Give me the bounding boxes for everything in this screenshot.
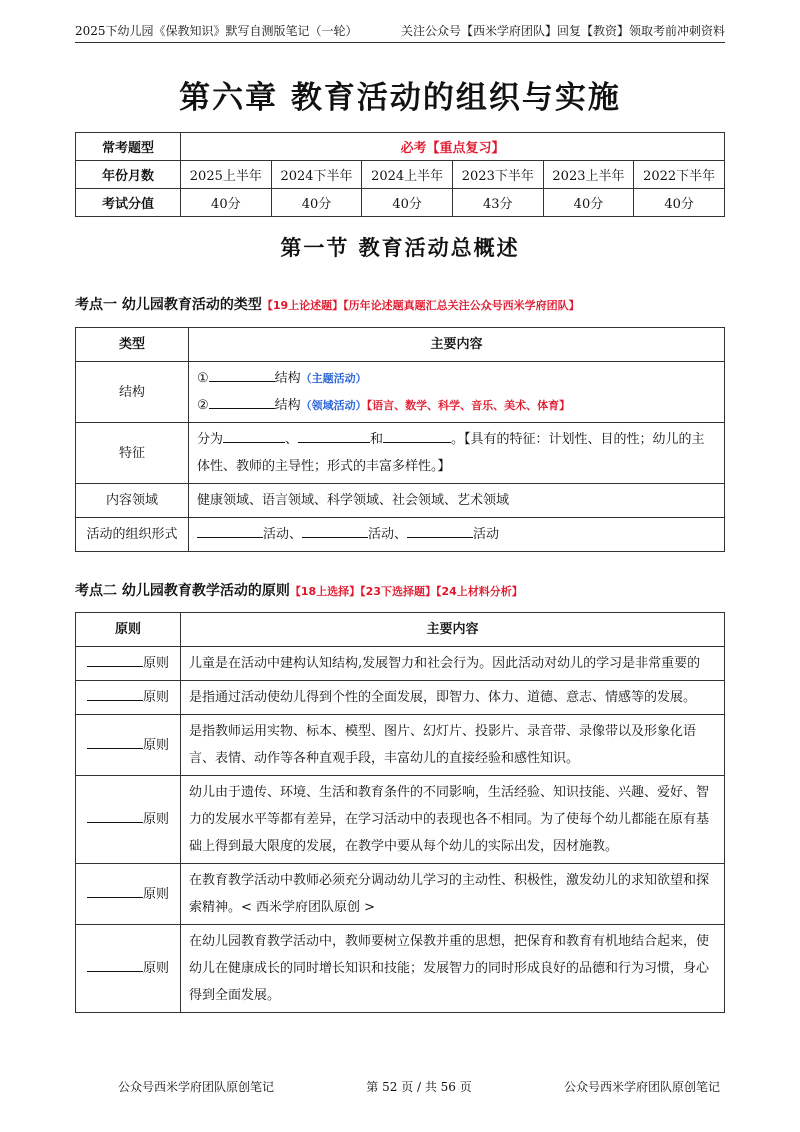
table-row <box>76 864 725 925</box>
principle-label <box>76 925 181 1013</box>
year-cell: 2025上半年 <box>181 161 272 189</box>
principle-content: 是指通过活动使幼儿得到个性的全面发展，即智力、体力、道德、意志、情感等的发展。 <box>181 681 725 715</box>
row-label-structure: 结构 <box>76 362 189 423</box>
domain-content: 健康领域、语言领域、科学领域、社会领域、艺术领域 <box>189 484 725 518</box>
principle-content: 在教育教学活动中教师必须充分调动幼儿学习的主动性、积极性，激发幼儿的求知欲望和探索精神。< 西米学府团队原创 > <box>181 864 725 925</box>
kp1-heading <box>75 294 580 314</box>
fill-blank[interactable] <box>87 734 143 749</box>
col-header-content: 主要内容 <box>181 613 725 647</box>
kp2-title: 考点二 幼儿园教育教学活动的原则 <box>75 583 290 599</box>
col-header-content: 主要内容 <box>189 328 725 362</box>
principle-suffix: 原则 <box>142 886 169 902</box>
page-number: 第 52 页 / 共 56 页 <box>366 1080 472 1094</box>
domain-note: （领域活动） <box>300 399 367 412</box>
principle-label <box>76 864 181 925</box>
fill-blank[interactable] <box>383 428 451 443</box>
must-exam-value: 必考【重点复习】 <box>181 133 725 161</box>
principle-content: 在幼儿园教育教学活动中，教师要树立保教并重的思想，把保育和教育有机地结合起来，使幼儿在健康成长的同时增长知识和技能；发展智力的同时形成良好的品德和行为习惯，身心得到全面发展。 <box>181 925 725 1013</box>
form-text: 活动 <box>473 527 500 542</box>
feature-text: 、 <box>285 432 299 447</box>
year-cell: 2022下半年 <box>634 161 725 189</box>
footer-right: 公众号西米学府团队原创笔记 <box>563 1080 720 1094</box>
kp1-title: 考点一 幼儿园教育活动的类型 <box>75 297 262 313</box>
item-number: ② <box>197 398 209 413</box>
header-left: 2025下幼儿园《保教知识》默写自测版笔记（一轮） <box>75 24 358 38</box>
section-title: 第一节 教育活动总概述 <box>280 236 520 260</box>
form-text: 活动、 <box>368 527 408 542</box>
row-label: 常考题型 <box>76 133 181 161</box>
fill-blank[interactable] <box>407 523 473 538</box>
score-cell: 43分 <box>452 189 543 217</box>
fill-blank[interactable] <box>223 428 285 443</box>
theme-note: （主题活动） <box>300 372 367 385</box>
principle-suffix: 原则 <box>142 737 169 753</box>
fill-blank[interactable] <box>87 957 143 972</box>
exam-info-table <box>75 132 725 217</box>
row-label-feature: 特征 <box>76 423 189 484</box>
activity-type-table <box>75 327 725 552</box>
table-row <box>76 925 725 1013</box>
item-number: ① <box>197 371 209 386</box>
score-cell: 40分 <box>543 189 634 217</box>
page-footer <box>118 1078 720 1095</box>
score-cell: 40分 <box>271 189 362 217</box>
score-cell: 40分 <box>181 189 272 217</box>
fill-blank[interactable] <box>87 883 143 898</box>
kp2-heading <box>75 580 523 600</box>
table-row <box>76 715 725 776</box>
feature-text: 和 <box>370 432 384 447</box>
table-row <box>76 647 725 681</box>
chapter-title: 第六章 教育活动的组织与实施 <box>179 80 621 116</box>
page-header <box>75 22 725 43</box>
structure-content <box>189 362 725 423</box>
table-row <box>76 681 725 715</box>
table-row <box>76 776 725 864</box>
structure-text: 结构 <box>274 398 301 413</box>
principle-suffix: 原则 <box>142 690 169 705</box>
fill-blank[interactable] <box>197 523 263 538</box>
score-cell: 40分 <box>362 189 453 217</box>
fill-blank[interactable] <box>209 394 275 409</box>
kp2-tag: 【18上选择】【23下选择题】【24上材料分析】 <box>289 585 523 598</box>
feature-content <box>189 423 725 484</box>
fill-blank[interactable] <box>87 808 143 823</box>
fill-blank[interactable] <box>298 428 370 443</box>
kp1-tag: 【19上论述题】【历年论述题真题汇总关注公众号西米学府团队】 <box>261 299 580 312</box>
principle-label <box>76 715 181 776</box>
col-header-principle: 原则 <box>76 613 181 647</box>
fill-blank[interactable] <box>209 367 275 382</box>
principle-label <box>76 681 181 715</box>
fill-blank[interactable] <box>87 686 143 701</box>
principle-label <box>76 776 181 864</box>
principle-suffix: 原则 <box>142 812 169 827</box>
structure-text: 结构 <box>274 371 301 386</box>
principle-suffix: 原则 <box>142 961 169 976</box>
row-label-form: 活动的组织形式 <box>76 518 189 552</box>
footer-left: 公众号西米学府团队原创笔记 <box>118 1080 275 1094</box>
principle-table <box>75 612 725 1013</box>
row-label-domain: 内容领域 <box>76 484 189 518</box>
row-label: 年份月数 <box>76 161 181 189</box>
form-content <box>189 518 725 552</box>
fill-blank[interactable] <box>302 523 368 538</box>
year-cell: 2023下半年 <box>452 161 543 189</box>
principle-suffix: 原则 <box>142 656 169 671</box>
feature-text: 分为 <box>197 432 224 447</box>
row-label: 考试分值 <box>76 189 181 217</box>
principle-label <box>76 647 181 681</box>
principle-content: 是指教师运用实物、标本、模型、图片、幻灯片、投影片、录音带、录像带以及形象化语言、表情、动作等各种直观手段，丰富幼儿的直接经验和感性知识。 <box>181 715 725 776</box>
subjects-note: 【语言、数学、科学、音乐、美术、体育】 <box>366 399 571 412</box>
year-cell: 2024上半年 <box>362 161 453 189</box>
year-cell: 2023上半年 <box>543 161 634 189</box>
form-text: 活动、 <box>263 527 303 542</box>
score-cell: 40分 <box>634 189 725 217</box>
col-header-type: 类型 <box>76 328 189 362</box>
year-cell: 2024下半年 <box>271 161 362 189</box>
principle-content: 幼儿由于遗传、环境、生活和教育条件的不同影响，生活经验、知识技能、兴趣、爱好、智力的发展水平等都有差异，在学习活动中的表现也各不相同。为了使每个幼儿都能在原有基础上得到最大限度的发展，在教学中要从每个幼儿的实际出发，因材施教。 <box>181 776 725 864</box>
principle-content: 儿童是在活动中建构认知结构,发展智力和社会行为。因此活动对幼儿的学习是非常重要的 <box>181 647 725 681</box>
fill-blank[interactable] <box>87 652 143 667</box>
feature-text: 。【具有的特征：计划性、目的性；幼儿的主体性、教师的主导性；形式的丰富多样性。】 <box>197 432 705 474</box>
header-right: 关注公众号【西米学府团队】回复【教资】领取考前冲刺资料 <box>400 24 725 38</box>
